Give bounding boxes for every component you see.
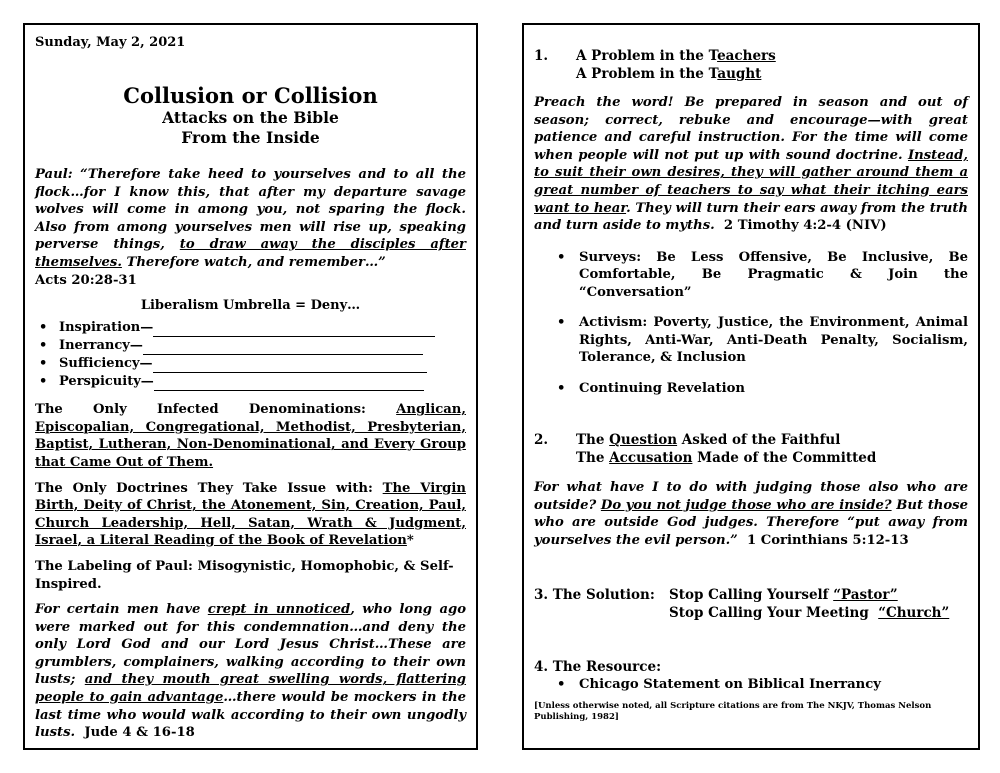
- section-4-list: [534, 676, 968, 694]
- list-item: • Surveys: Be Less Offensive, Be Inclusive, Be Comfortable, Be Pragmatic & Join the “Conversation”: [579, 249, 968, 302]
- section-1-bullets: [534, 249, 968, 398]
- sermon-subtitle-2: From the Inside: [181, 128, 320, 147]
- left-panel: [23, 23, 478, 750]
- corinthians-quote: For what have I to do with judging those also who are outside? Do you not judge those who are inside? But those who are outside God judges. Therefore “put away from yourselves the evil person.” 1 Corinthians 5:12-13: [534, 480, 968, 549]
- jude-reference: Jude 4 & 16-18: [84, 725, 195, 741]
- timothy-quote: Preach the word! Be prepared in season and out of season; correct, rebuke and encourage—with great patience and careful instruction. For the time will come when people will not put up with sound doctrine. Instead, to suit their own desires, they will gather around them a great number of teachers to say what their itching ears want to hear. They will turn their ears away from the truth and turn aside to myths. 2 Timothy 4:2-4 (NIV): [534, 95, 968, 234]
- sermon-subtitle-1: Attacks on the Bible: [162, 108, 339, 127]
- footnote: [Unless otherwise noted, all Scripture citations are from The NKJV, Thomas Nelson Publishing, 1982]: [534, 701, 932, 722]
- list-item: • Inspiration—: [59, 319, 466, 337]
- labeling-paragraph: The Labeling of Paul: Misogynistic, Homophobic, & Self-Inspired.: [35, 558, 454, 592]
- liberalism-umbrella-heading: Liberalism Umbrella = Deny…: [140, 298, 361, 314]
- blank-line: [153, 360, 427, 373]
- corinthians-reference: 1 Corinthians 5:12-13: [746, 533, 909, 549]
- deny-list: [35, 319, 466, 391]
- acts-quote: Paul: “Therefore take heed to yourselves and to all the flock…for I know this, that after my departure savage wolves will come in among you, not sparing the flock. Also from among yourselves men will rise up, speaking perverse things, to draw away the disciples after themselves. Therefore watch, and remember…” Acts 20:28-31: [35, 167, 466, 288]
- list-item: • Continuing Revelation: [579, 380, 968, 398]
- right-panel: [522, 23, 980, 750]
- blank-line: [153, 324, 435, 337]
- list-item: • Chicago Statement on Biblical Inerrancy: [579, 676, 968, 694]
- denominations-paragraph: The Only Infected Denominations: Anglican, Episcopalian, Congregational, Methodist, Presbyterian, Baptist, Lutheran, Non-Denominational, and Every Group that Came Out of Them.: [35, 402, 466, 470]
- list-item: • Inerrancy—: [59, 337, 466, 355]
- section-2-heading: 2. The Question Asked of the Faithful The Accusation Made of the Committed: [534, 432, 877, 467]
- sermon-title: Collusion or Collision: [123, 83, 378, 108]
- section-4-heading: 4. The Resource:: [534, 658, 662, 675]
- list-item: • Activism: Poverty, Justice, the Environment, Animal Rights, Anti-War, Anti-Death Penalty, Socialism, Tolerance, & Inclusion: [579, 314, 968, 367]
- acts-quote-underlined: to draw away the disciples after themselves.: [35, 237, 466, 270]
- timothy-reference: 2 Timothy 4:2-4 (NIV): [723, 218, 887, 234]
- acts-reference: Acts 20:28-31: [35, 272, 137, 288]
- section-1-heading: 1. A Problem in the Teachers A Problem in the Taught: [534, 48, 776, 82]
- list-item: • Sufficiency—: [59, 355, 466, 373]
- doctrines-paragraph: The Only Doctrines They Take Issue with: The Virgin Birth, Deity of Christ, the Atonement, Sin, Creation, Paul, Church Leadership, Hell, Satan, Wrath & Judgment, Israel, a Literal Reading of the Book of Revelation*: [35, 480, 466, 549]
- list-item: • Perspicuity—: [59, 373, 466, 391]
- blank-line: [143, 342, 423, 355]
- jude-quote: For certain men have crept in unnoticed, who long ago were marked out for this condemnation…and deny the only Lord God and our Lord Jesus Christ…These are grumblers, complainers, walking according to their own lusts; and they mouth great swelling words, flattering people to gain advantage…there would be mockers in the last time who would walk according to their own ungodly lusts. Jude 4 & 16-18: [35, 602, 467, 741]
- sermon-date: Sunday, May 2, 2021: [35, 35, 186, 50]
- section-3-solution: 3. The Solution: Stop Calling Yourself “Pastor” Stop Calling Your Meeting “Church”: [534, 586, 950, 621]
- blank-line: [154, 378, 424, 391]
